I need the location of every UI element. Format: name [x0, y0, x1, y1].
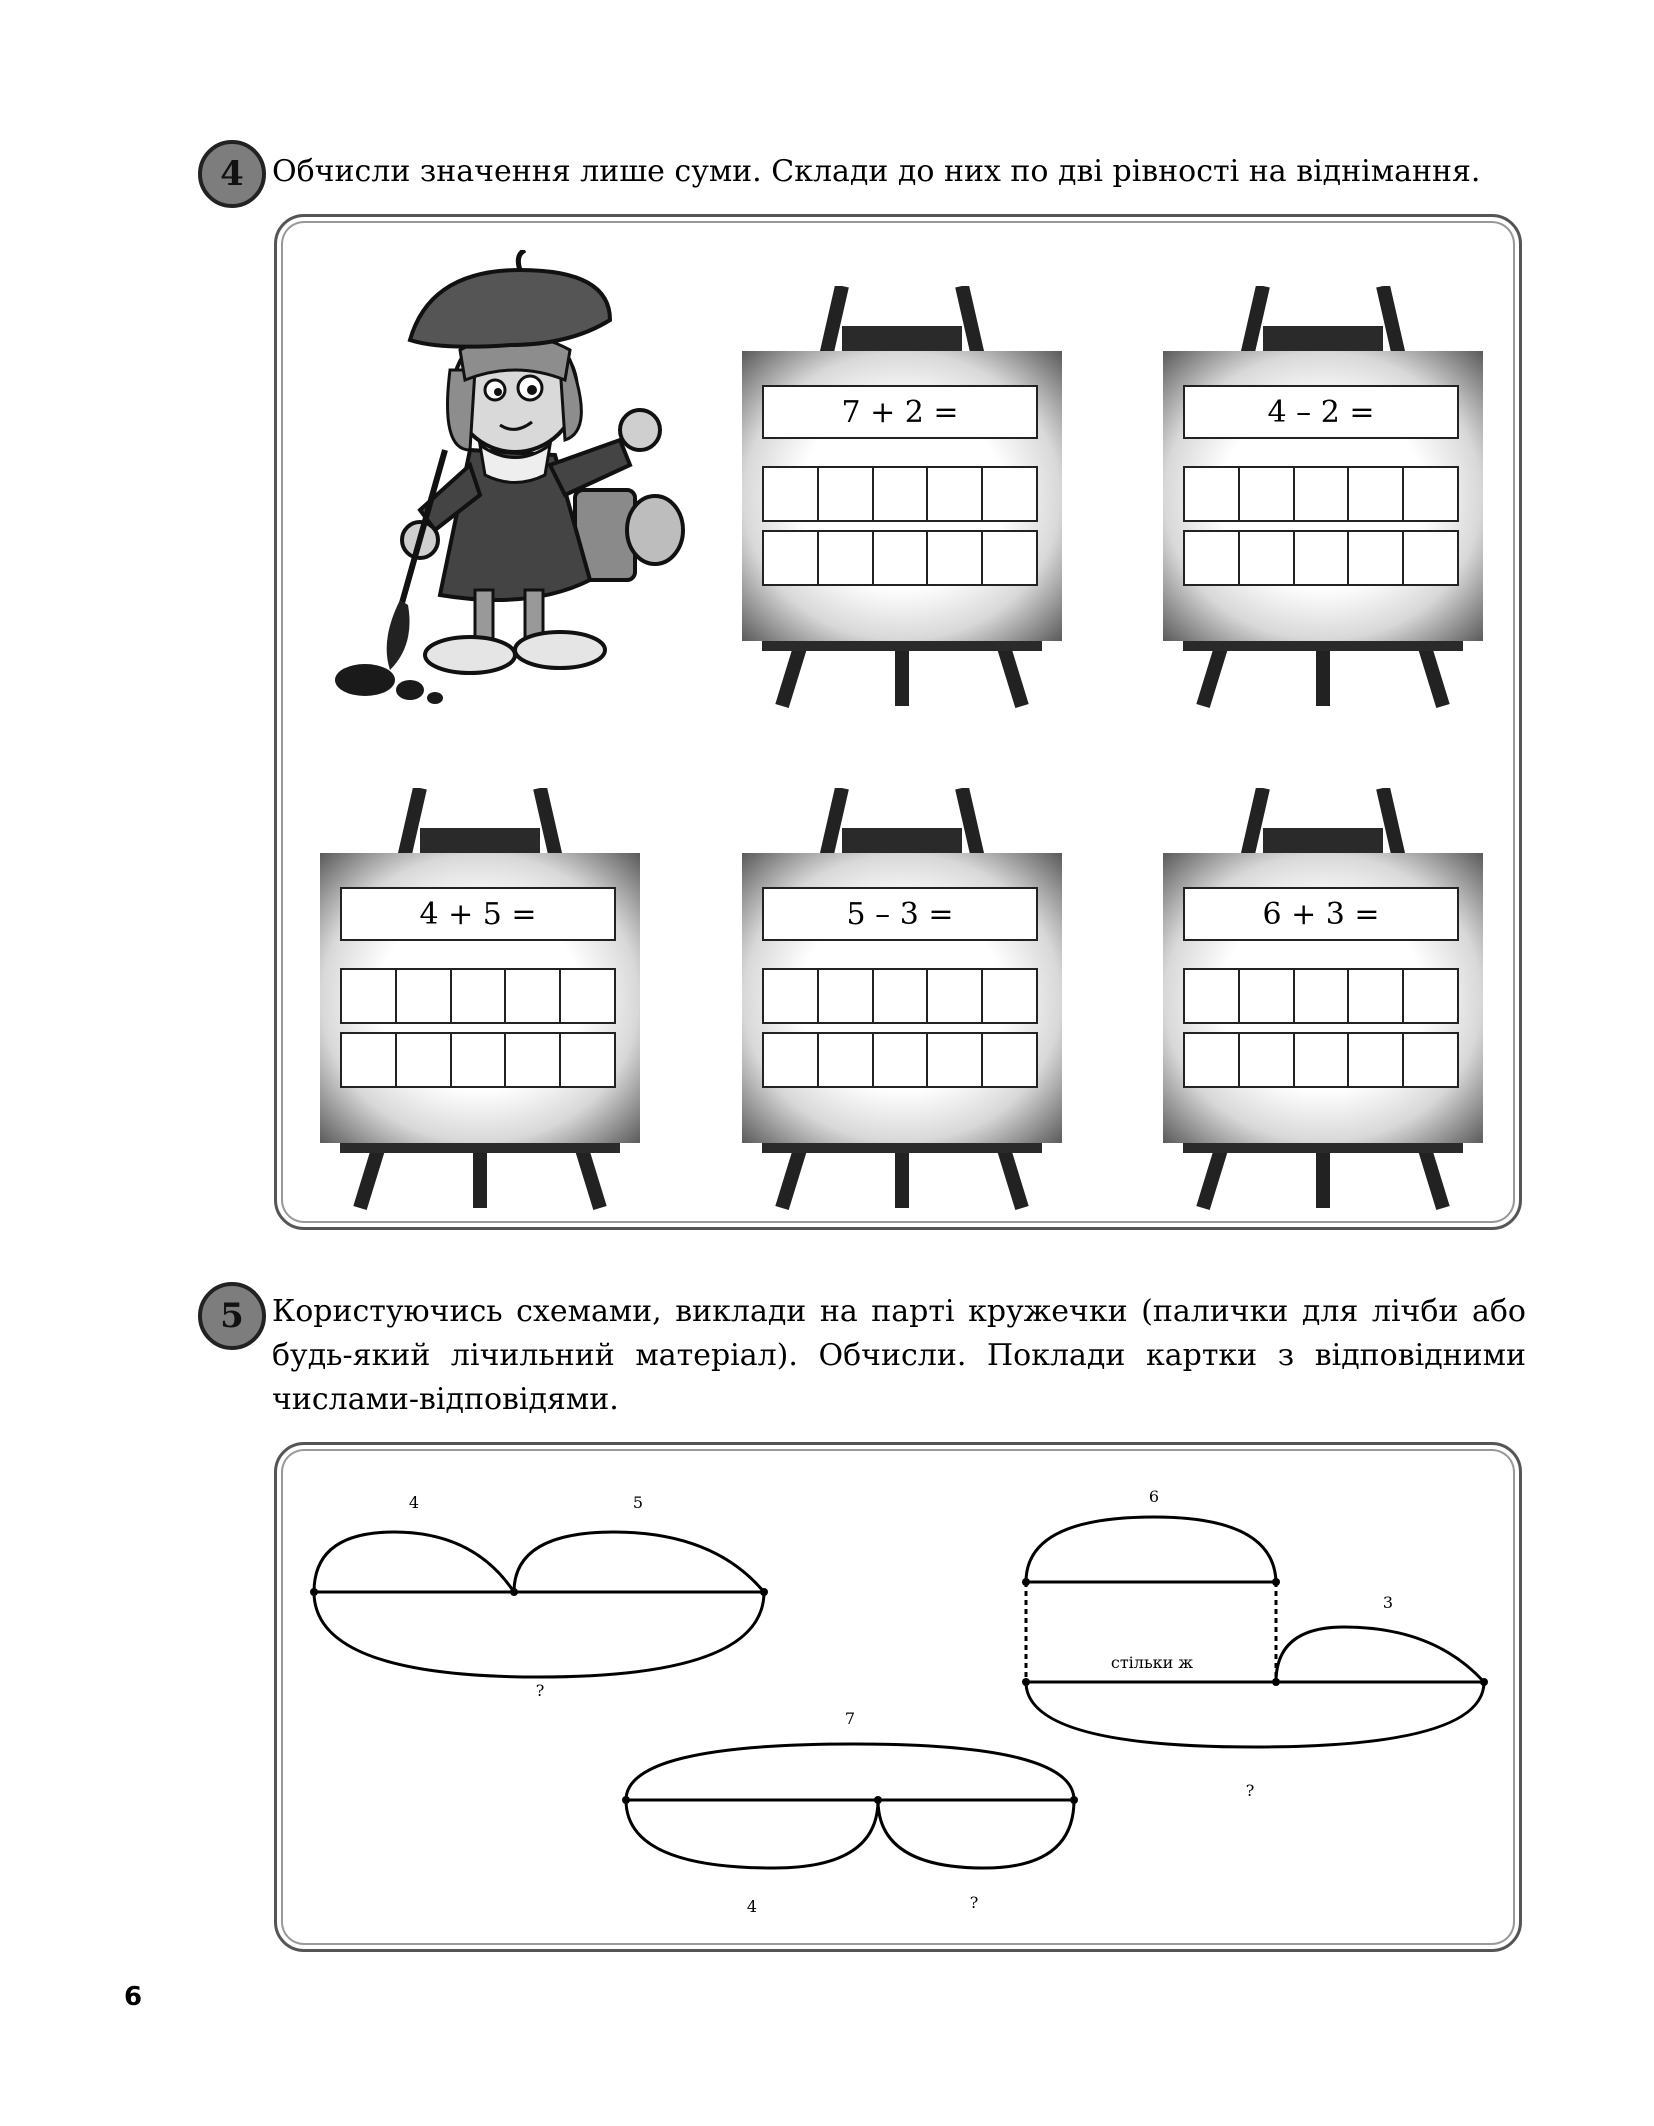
page-number: 6: [124, 1982, 143, 2012]
answer-grid-row-2[interactable]: [762, 530, 1038, 586]
easel-board: [742, 853, 1062, 1143]
scheme-2-label-top: 6: [1148, 1487, 1160, 1506]
easel-expression: 4 – 2 =: [1183, 385, 1459, 439]
easel-3: [320, 788, 640, 1218]
scheme-3-label-total: 7: [844, 1709, 856, 1728]
easel-board: [320, 853, 640, 1143]
answer-grid-row-1[interactable]: [762, 466, 1038, 522]
task-4-number-badge: [198, 140, 266, 208]
task-4-instruction: Обчисли значення лише суми. Склади до них по дві рівності на віднімання.: [272, 154, 1481, 189]
painter-girl-illustration: [320, 250, 690, 710]
easel-1: [742, 286, 1062, 716]
answer-grid-row-2[interactable]: [340, 1032, 616, 1088]
scheme-1-label-a: 4: [408, 1493, 420, 1512]
easel-expression: 5 – 3 =: [762, 887, 1038, 941]
task-5-number: 5: [220, 1296, 244, 1336]
scheme-2-label-extra: 3: [1382, 1593, 1394, 1612]
easel-expression: 6 + 3 =: [1183, 887, 1459, 941]
scheme-1: [314, 1532, 764, 1677]
easel-board: [1163, 853, 1483, 1143]
task-5-instruction: Користуючись схемами, виклади на парті кружечки (палички для лічби або будь-який лічильний матеріал). Обчисли. Поклади картки з відповідними числами-відповідями.: [272, 1294, 1526, 1417]
scheme-3-label-b: ?: [969, 1893, 979, 1912]
scheme-1-label-total: ?: [535, 1681, 545, 1700]
easel-5: [1163, 788, 1483, 1218]
answer-grid-row-1[interactable]: [340, 968, 616, 1024]
easel-expression: 4 + 5 =: [340, 887, 616, 941]
scheme-2: [1026, 1517, 1484, 1747]
task-5-number-badge: [198, 1282, 266, 1350]
answer-grid-row-1[interactable]: [762, 968, 1038, 1024]
scheme-3-label-a: 4: [746, 1897, 758, 1916]
answer-grid-row-2[interactable]: [1183, 530, 1459, 586]
scheme-2-label-same: стільки ж: [1110, 1653, 1194, 1672]
easel-board: [1163, 351, 1483, 641]
easel-expression: 7 + 2 =: [762, 385, 1038, 439]
easel-2: [1163, 286, 1483, 716]
answer-grid-row-1[interactable]: [1183, 466, 1459, 522]
answer-grid-row-2[interactable]: [762, 1032, 1038, 1088]
scheme-2-label-total: ?: [1245, 1781, 1255, 1800]
easel-board: [742, 351, 1062, 641]
scheme-1-label-b: 5: [632, 1493, 644, 1512]
answer-grid-row-1[interactable]: [1183, 968, 1459, 1024]
schemes-diagram: [274, 1442, 1522, 1952]
task-4-number: 4: [220, 154, 244, 194]
easel-4: [742, 788, 1062, 1218]
answer-grid-row-2[interactable]: [1183, 1032, 1459, 1088]
scheme-3: [626, 1744, 1074, 1868]
